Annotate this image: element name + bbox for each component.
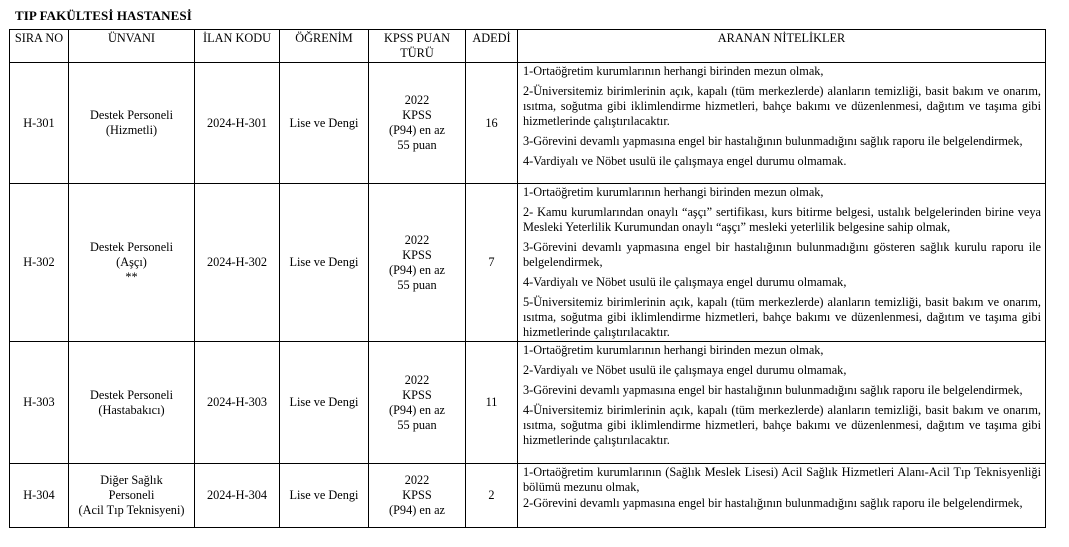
- unvan-line: (Aşçı): [116, 255, 147, 269]
- unvan-line: Destek Personeli: [90, 240, 173, 254]
- kpss-cell: [369, 184, 466, 342]
- requirement-item: 1-Ortaöğretim kurumlarının herhangi birinden mezun olmak,: [523, 185, 824, 199]
- table-row: [10, 464, 1046, 528]
- ogrenim-cell: Lise ve Dengi: [280, 63, 369, 184]
- requirement-item: 2- Kamu kurumlarından onaylı “aşçı” sertifikası, kurs bitirme belgesi, ustalık belgelerinden birine veya Mesleki Yeterlilik Kurumundan onaylı “aşçı” mesleki yeterlilik belgesine sahip olmak,: [523, 205, 1041, 234]
- col-header-kpss-line1: KPSS PUAN: [384, 31, 450, 45]
- requirement-item: 4-Üniversitemiz birimlerinin açık, kapalı (tüm merkezlerde) alanların temizliği, basit bakım ve onarım, ısıtma, soğutma gibi iklimlendirme hizmetleri, bahçe bakımı ve düzenlenmesi, dağıtım ve taşıma gibi hizmetlerinde çalıştırılacaktır.: [523, 403, 1041, 447]
- kpss-line: 2022: [404, 93, 430, 107]
- ilan-cell: 2024-H-303: [195, 342, 280, 464]
- sira-cell: H-303: [10, 342, 69, 464]
- requirement-item: 4-Vardiyalı ve Nöbet usulü ile çalışmaya engel durumu olmamak.: [523, 154, 847, 168]
- kpss-line: (P94) en az: [389, 262, 445, 277]
- requirements-cell: [518, 464, 1046, 528]
- sira-cell: H-301: [10, 63, 69, 184]
- unvan-line: Destek Personeli: [90, 387, 173, 402]
- unvan-line: (Acil Tıp Teknisyeni): [78, 503, 185, 517]
- kpss-line: 2022: [404, 232, 430, 247]
- unvan-line: Destek Personeli: [90, 108, 173, 122]
- unvan-cell: [69, 63, 195, 184]
- requirement-item: 3-Görevini devamlı yapmasına engel bir hastalığının bulunmadığını gösteren sağlık kurulu raporu ile belgelendirmek,: [523, 240, 1041, 269]
- adet-cell: 2: [466, 464, 518, 528]
- kpss-line: (P94) en az: [389, 402, 445, 417]
- kpss-line: 55 puan: [397, 277, 437, 292]
- col-header-sira: SIRA NO: [10, 30, 69, 63]
- requirement-item: 1-Ortaöğretim kurumlarının herhangi birinden mezun olmak,: [523, 64, 824, 78]
- requirements-cell: [518, 184, 1046, 342]
- requirement-item: 2-Üniversitemiz birimlerinin açık, kapalı (tüm merkezlerde) alanların temizliği, basit bakım ve onarım, ısıtma, soğutma gibi iklimlendirme hizmetleri, bahçe bakımı ve düzenlenmesi, dağıtım ve taşıma gibi hizmetlerinde çalıştırılacaktır.: [523, 84, 1041, 128]
- kpss-line: (P94) en az: [389, 503, 445, 517]
- col-header-kpss: [369, 30, 466, 63]
- table-row: [10, 184, 1046, 342]
- unvan-cell: [69, 464, 195, 528]
- unvan-cell: [69, 184, 195, 342]
- requirement-item: 3-Görevini devamlı yapmasına engel bir hastalığının bulunmadığını sağlık raporu ile belgelendirmek,: [523, 383, 1023, 397]
- unvan-line: Personeli: [108, 488, 155, 502]
- kpss-line: KPSS: [402, 488, 432, 502]
- unvan-line: (Hizmetli): [105, 123, 158, 137]
- requirement-item: 5-Üniversitemiz birimlerinin açık, kapalı (tüm merkezlerde) alanların temizliği, basit bakım ve onarım, ısıtma, soğutma gibi iklimlendirme hizmetleri, bahçe bakımı ve düzenlenmesi, dağıtım ve taşıma gibi hizmetlerinde çalıştırılacaktır.: [523, 295, 1041, 339]
- kpss-cell: [369, 342, 466, 464]
- col-header-adet: ADEDİ: [466, 30, 518, 63]
- requirements-cell: [518, 342, 1046, 464]
- ilan-cell: 2024-H-304: [195, 464, 280, 528]
- kpss-line: 2022: [404, 473, 430, 487]
- requirement-item: 2-Görevini devamlı yapmasına engel bir hastalığının bulunmadığını sağlık raporu ile belgelendirmek,: [523, 496, 1023, 510]
- adet-cell: 16: [466, 63, 518, 184]
- ogrenim-cell: Lise ve Dengi: [280, 342, 369, 464]
- kpss-line: KPSS: [402, 247, 432, 262]
- ogrenim-cell: Lise ve Dengi: [280, 464, 369, 528]
- page-title: TIP FAKÜLTESİ HASTANESİ: [15, 8, 192, 23]
- kpss-cell: [369, 464, 466, 528]
- sira-cell: H-302: [10, 184, 69, 342]
- unvan-cell: [69, 342, 195, 464]
- kpss-line: 2022: [404, 372, 430, 387]
- adet-cell: 7: [466, 184, 518, 342]
- col-header-ogrenim: ÖĞRENİM: [280, 30, 369, 63]
- kpss-line: (P94) en az: [389, 123, 445, 137]
- col-header-nitelik: ARANAN NİTELİKLER: [518, 30, 1046, 63]
- col-header-unvan: ÜNVANI: [69, 30, 195, 63]
- table-row: [10, 342, 1046, 464]
- col-header-kpss-line2: TÜRÜ: [400, 46, 434, 60]
- kpss-line: 55 puan: [397, 138, 437, 152]
- requirement-item: 1-Ortaöğretim kurumlarının (Sağlık Meslek Lisesi) Acil Sağlık Hizmetleri Alanı-Acil Tıp Teknisyenliği bölümü mezunu olmak,: [523, 465, 1041, 494]
- requirement-item: 4-Vardiyalı ve Nöbet usulü ile çalışmaya engel durumu olmamak,: [523, 275, 847, 289]
- col-header-ilan: İLAN KODU: [195, 30, 280, 63]
- requirements-cell: [518, 63, 1046, 184]
- requirement-item: 3-Görevini devamlı yapmasına engel bir hastalığının bulunmadığını sağlık raporu ile belgelendirmek,: [523, 134, 1023, 148]
- requirement-item: 2-Vardiyalı ve Nöbet usulü ile çalışmaya engel durumu olmamak,: [523, 363, 847, 377]
- ogrenim-cell: Lise ve Dengi: [280, 184, 369, 342]
- footnote-marker: **: [125, 270, 138, 284]
- table-row: [10, 63, 1046, 184]
- kpss-line: KPSS: [402, 387, 432, 402]
- kpss-cell: [369, 63, 466, 184]
- kpss-line: KPSS: [402, 108, 432, 122]
- positions-table: [9, 29, 1046, 528]
- header-row: [10, 30, 1046, 63]
- requirement-item: 1-Ortaöğretim kurumlarının herhangi birinden mezun olmak,: [523, 343, 824, 357]
- unvan-line: (Hastabakıcı): [98, 402, 165, 417]
- ilan-cell: 2024-H-301: [195, 63, 280, 184]
- sira-cell: H-304: [10, 464, 69, 528]
- ilan-cell: 2024-H-302: [195, 184, 280, 342]
- kpss-line: 55 puan: [397, 417, 437, 432]
- adet-cell: 11: [466, 342, 518, 464]
- unvan-line: Diğer Sağlık: [100, 473, 163, 487]
